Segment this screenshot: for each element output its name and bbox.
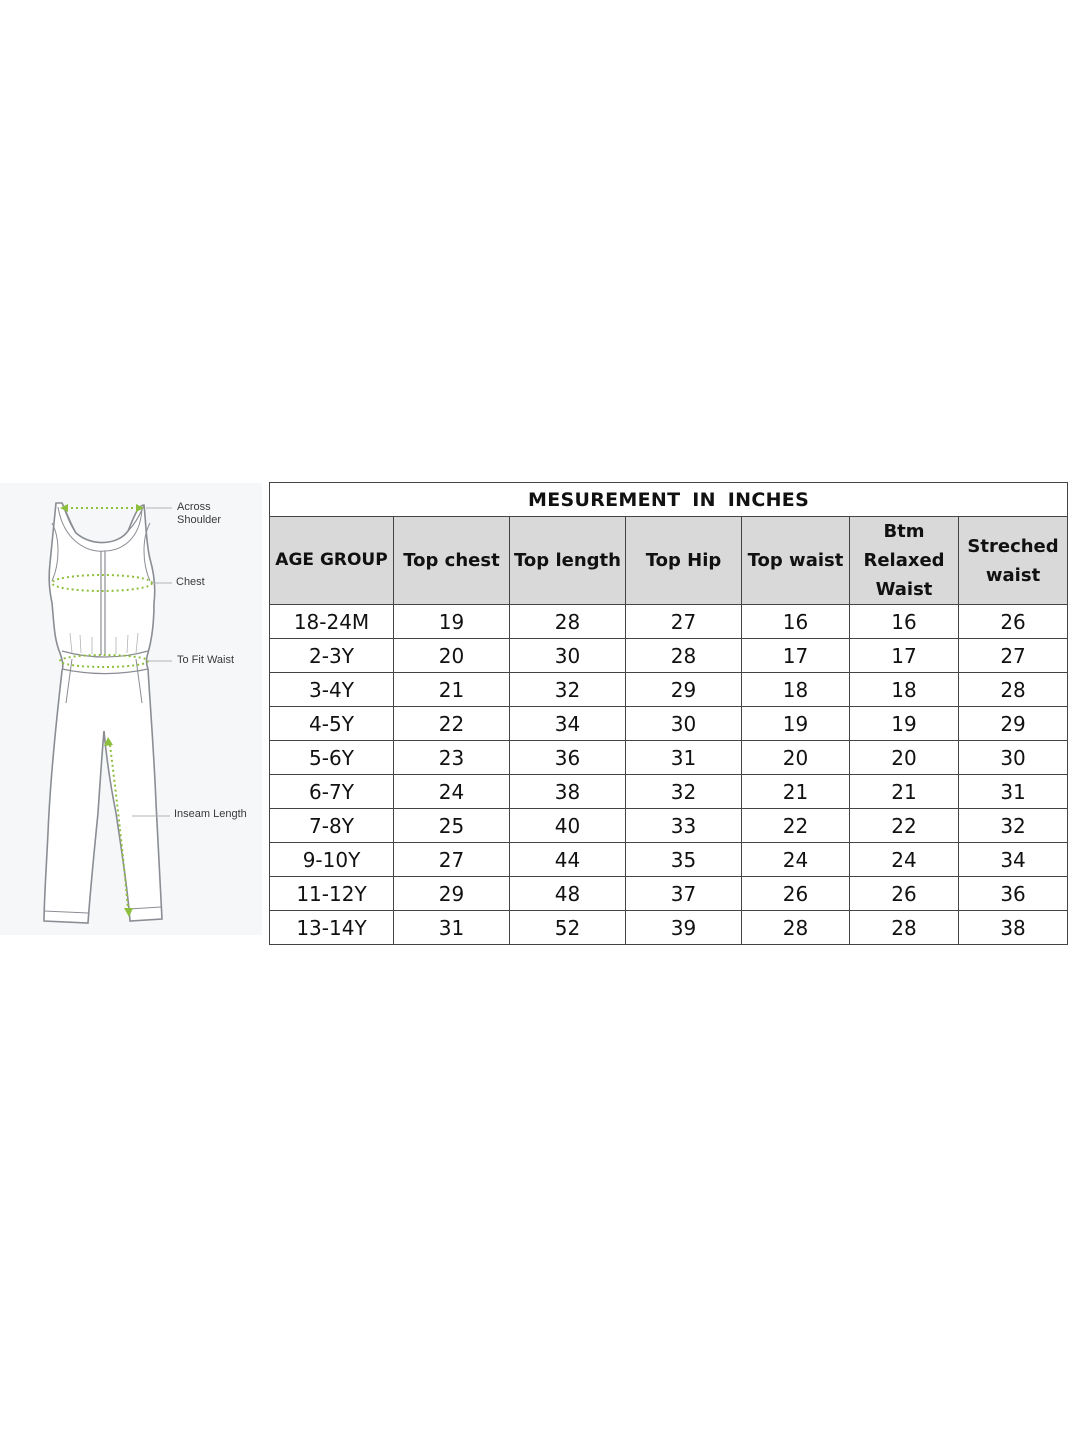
cell-age-group: 9-10Y: [270, 843, 394, 877]
table-row: [270, 605, 1068, 639]
cell-age-group: 4-5Y: [270, 707, 394, 741]
header-btm-relaxed-waist-line1: Btm: [883, 521, 925, 542]
header-btm-relaxed-waist: [850, 517, 959, 605]
table-row: [270, 639, 1068, 673]
cell-age-group: 7-8Y: [270, 809, 394, 843]
label-chest: Chest: [176, 576, 205, 588]
table-row: [270, 843, 1068, 877]
cell-top-waist: 26: [742, 877, 850, 911]
cell-btm-relaxed-waist: 17: [850, 639, 959, 673]
cell-btm-relaxed-waist: 22: [850, 809, 959, 843]
cell-top-length: 44: [510, 843, 626, 877]
cell-streched-waist: 36: [959, 877, 1068, 911]
header-age-group: AGE GROUP: [270, 517, 394, 605]
label-inseam-length: Inseam Length: [174, 808, 247, 820]
cell-top-hip: 32: [626, 775, 742, 809]
cell-streched-waist: 28: [959, 673, 1068, 707]
header-streched-waist-line2: waist: [985, 564, 1041, 586]
label-across-shoulder: [177, 501, 221, 527]
cell-btm-relaxed-waist: 16: [850, 605, 959, 639]
cell-top-chest: 31: [394, 911, 510, 945]
jumpsuit-outline: [44, 503, 162, 923]
cell-top-hip: 35: [626, 843, 742, 877]
cell-top-chest: 21: [394, 673, 510, 707]
cell-top-length: 28: [510, 605, 626, 639]
cell-age-group: 13-14Y: [270, 911, 394, 945]
header-btm-relaxed-waist-line2: Relaxed: [863, 550, 945, 571]
cell-top-chest: 22: [394, 707, 510, 741]
table-row: [270, 741, 1068, 775]
cell-top-chest: 29: [394, 877, 510, 911]
cell-top-waist: 22: [742, 809, 850, 843]
cell-top-hip: 28: [626, 639, 742, 673]
cell-age-group: 5-6Y: [270, 741, 394, 775]
cell-btm-relaxed-waist: 18: [850, 673, 959, 707]
cell-top-hip: 37: [626, 877, 742, 911]
header-top-waist: Top waist: [742, 517, 850, 605]
header-btm-relaxed-waist-line3: Waist: [875, 579, 933, 600]
cell-streched-waist: 34: [959, 843, 1068, 877]
cell-streched-waist: 38: [959, 911, 1068, 945]
cell-top-waist: 24: [742, 843, 850, 877]
cell-top-waist: 17: [742, 639, 850, 673]
cell-btm-relaxed-waist: 26: [850, 877, 959, 911]
cell-top-chest: 23: [394, 741, 510, 775]
table-row: [270, 673, 1068, 707]
cell-top-length: 32: [510, 673, 626, 707]
cell-top-length: 38: [510, 775, 626, 809]
cell-top-hip: 33: [626, 809, 742, 843]
cell-top-chest: 20: [394, 639, 510, 673]
table-row: [270, 877, 1068, 911]
header-streched-waist: [959, 517, 1068, 605]
cell-age-group: 3-4Y: [270, 673, 394, 707]
cell-streched-waist: 31: [959, 775, 1068, 809]
label-across-shoulder-line1: Across: [177, 501, 211, 513]
cell-top-length: 48: [510, 877, 626, 911]
table-row: [270, 911, 1068, 945]
cell-top-waist: 18: [742, 673, 850, 707]
cell-age-group: 6-7Y: [270, 775, 394, 809]
header-streched-waist-line1: Streched: [967, 535, 1059, 557]
cell-streched-waist: 27: [959, 639, 1068, 673]
cell-top-chest: 24: [394, 775, 510, 809]
table-row: [270, 707, 1068, 741]
table-title: MESUREMENT IN INCHES: [270, 483, 1068, 517]
cell-top-length: 52: [510, 911, 626, 945]
cell-streched-waist: 26: [959, 605, 1068, 639]
cell-top-waist: 28: [742, 911, 850, 945]
cell-top-length: 36: [510, 741, 626, 775]
cell-streched-waist: 30: [959, 741, 1068, 775]
header-top-chest: Top chest: [394, 517, 510, 605]
cell-top-chest: 25: [394, 809, 510, 843]
cell-btm-relaxed-waist: 20: [850, 741, 959, 775]
cell-streched-waist: 29: [959, 707, 1068, 741]
header-top-length: Top length: [510, 517, 626, 605]
cell-top-waist: 20: [742, 741, 850, 775]
cell-streched-waist: 32: [959, 809, 1068, 843]
cell-top-chest: 27: [394, 843, 510, 877]
cell-top-length: 30: [510, 639, 626, 673]
table-row: [270, 809, 1068, 843]
cell-top-waist: 16: [742, 605, 850, 639]
cell-top-chest: 19: [394, 605, 510, 639]
cell-btm-relaxed-waist: 24: [850, 843, 959, 877]
cell-btm-relaxed-waist: 21: [850, 775, 959, 809]
cell-btm-relaxed-waist: 28: [850, 911, 959, 945]
cell-top-hip: 31: [626, 741, 742, 775]
header-top-hip: Top Hip: [626, 517, 742, 605]
cell-age-group: 11-12Y: [270, 877, 394, 911]
size-chart-table: [269, 482, 1068, 945]
cell-top-length: 40: [510, 809, 626, 843]
cell-age-group: 18-24M: [270, 605, 394, 639]
jumpsuit-measurement-diagram: [0, 483, 262, 935]
label-across-shoulder-line2: Shoulder: [177, 514, 222, 526]
cell-top-waist: 19: [742, 707, 850, 741]
cell-top-hip: 27: [626, 605, 742, 639]
cell-top-waist: 21: [742, 775, 850, 809]
cell-age-group: 2-3Y: [270, 639, 394, 673]
cell-top-length: 34: [510, 707, 626, 741]
cell-top-hip: 39: [626, 911, 742, 945]
jumpsuit-illustration: [0, 483, 262, 935]
label-to-fit-waist: To Fit Waist: [177, 654, 235, 666]
cell-top-hip: 29: [626, 673, 742, 707]
table-title-row: [270, 483, 1068, 517]
table-row: [270, 775, 1068, 809]
cell-top-hip: 30: [626, 707, 742, 741]
table-header-row: [270, 517, 1068, 605]
cell-btm-relaxed-waist: 19: [850, 707, 959, 741]
